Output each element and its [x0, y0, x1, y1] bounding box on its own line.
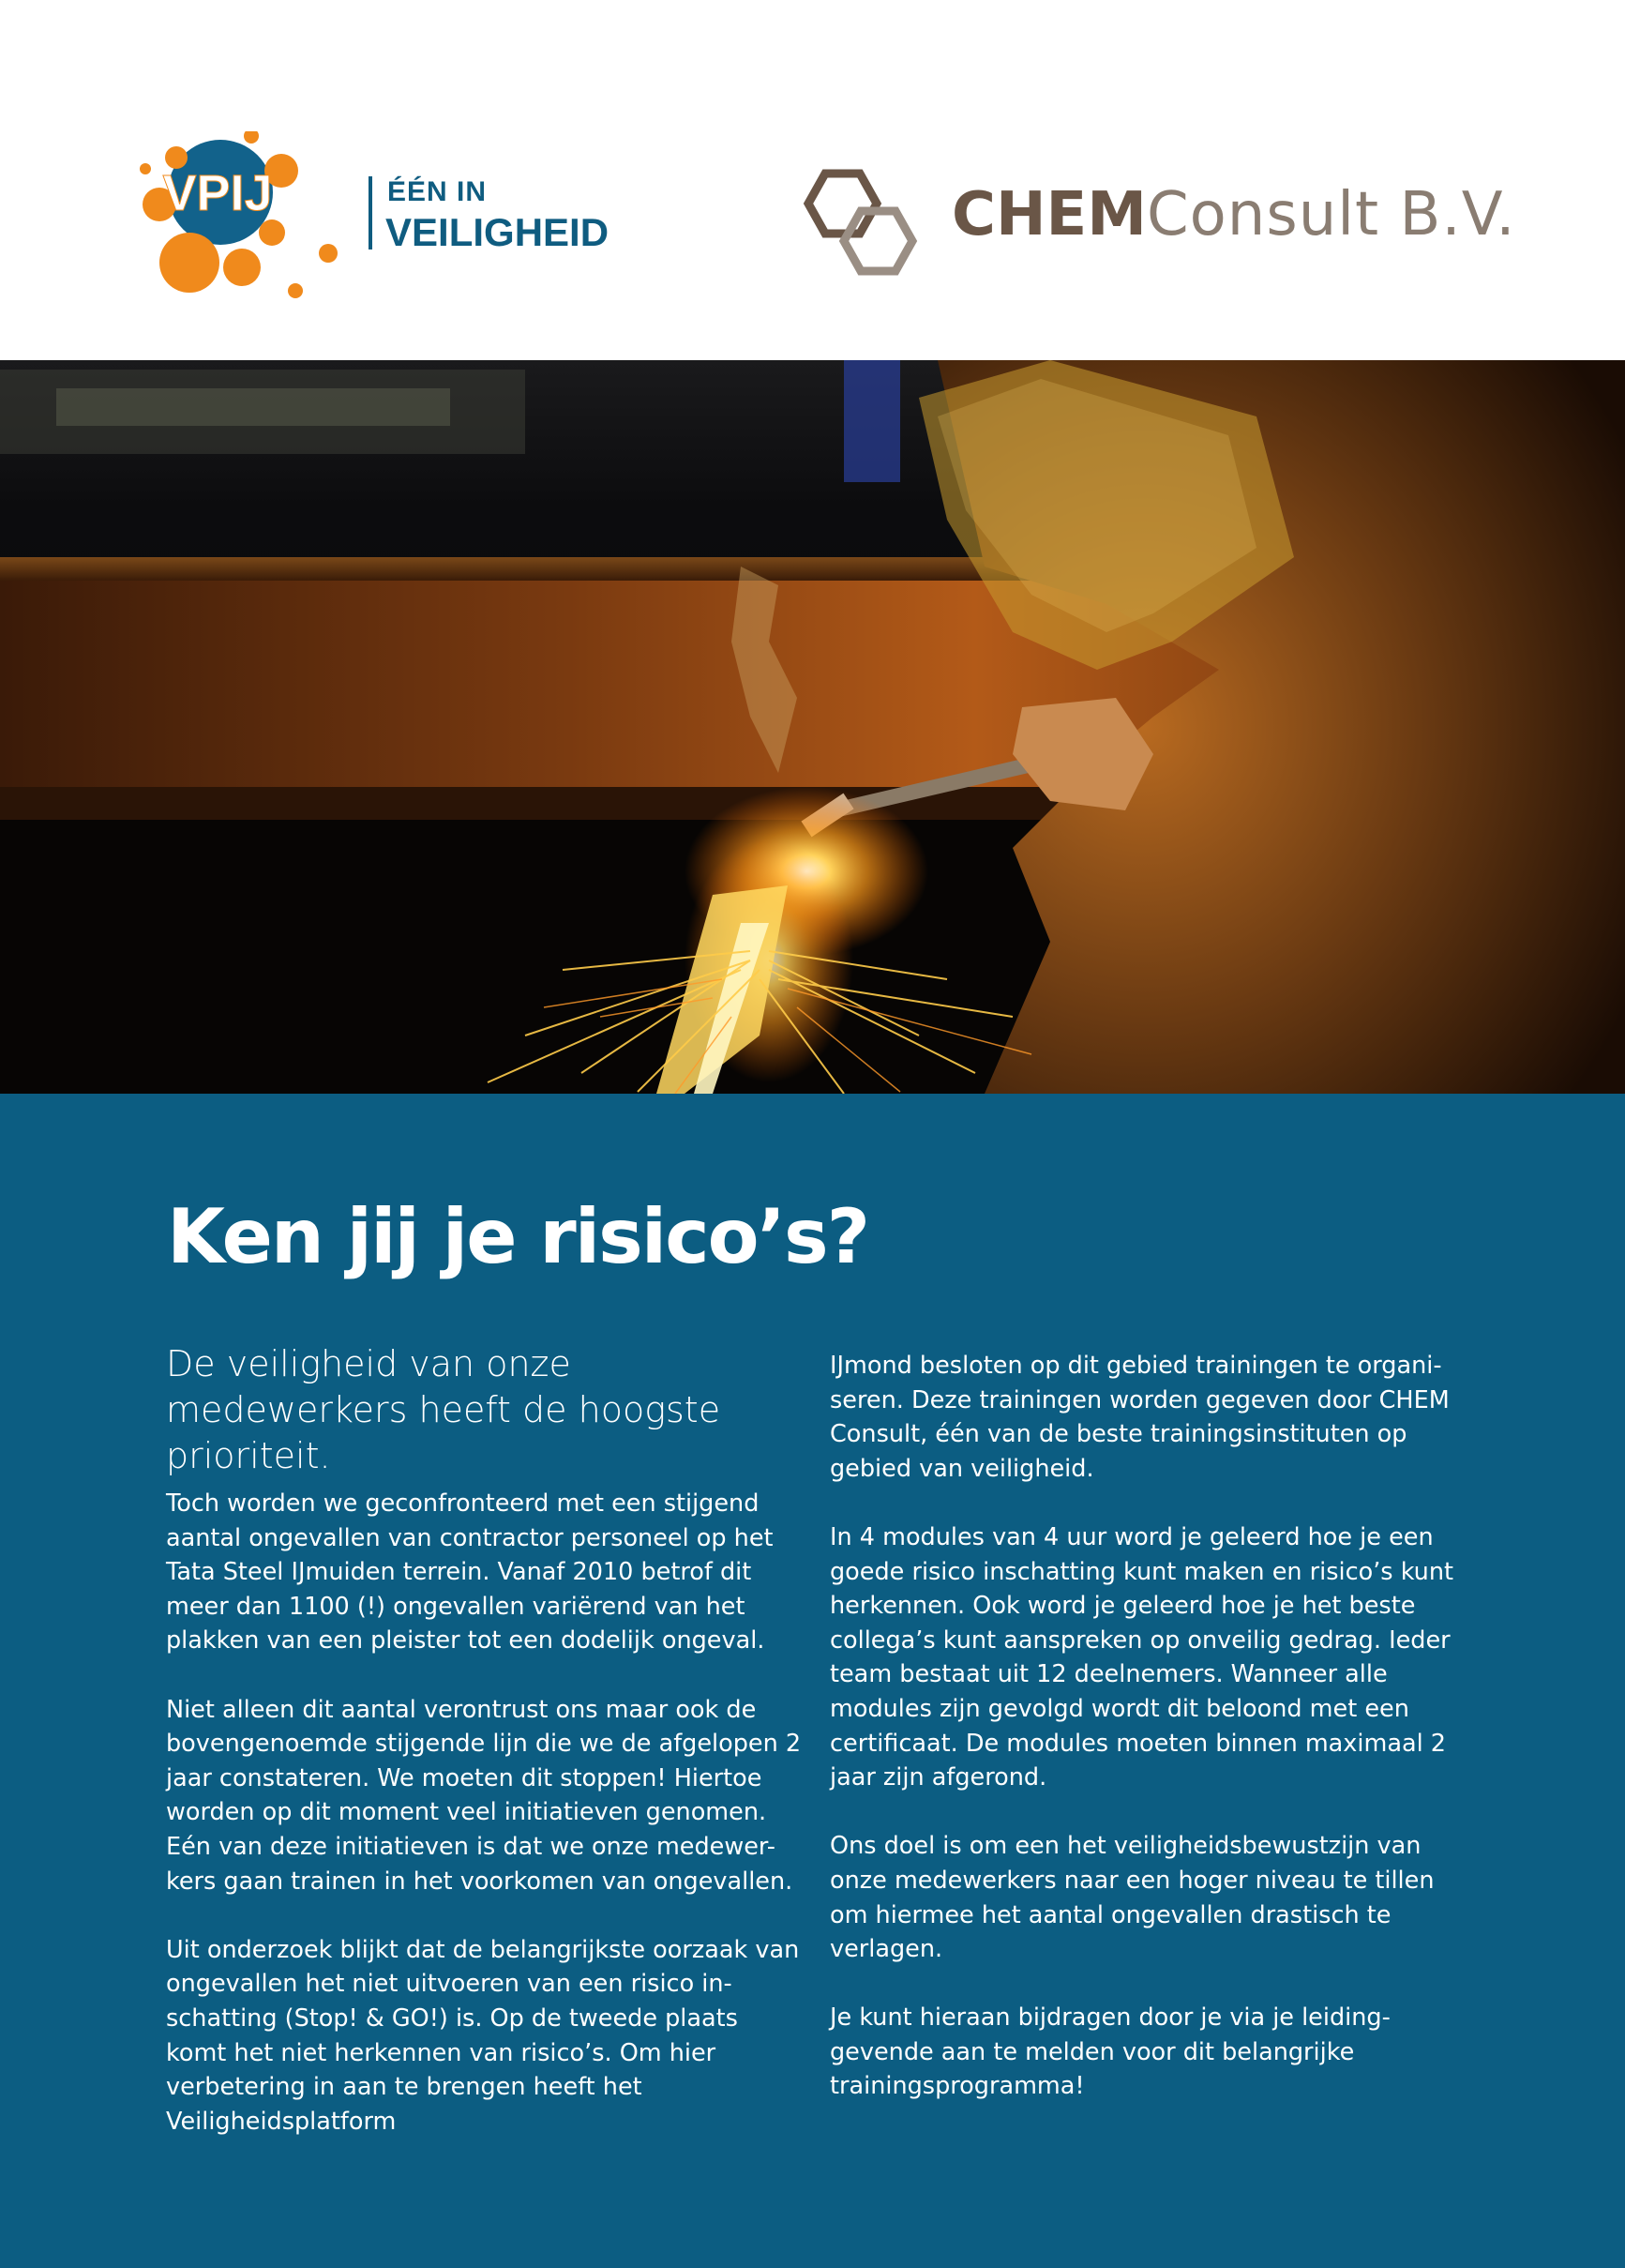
vpij-logo-text: VPIJ — [162, 165, 273, 221]
article-lead: De veiligheid van onze medewerkers heeft de hoogste prioriteit. — [166, 1343, 721, 1476]
chem-consult-hexagon-logo — [802, 164, 933, 286]
logo-header — [0, 0, 1625, 360]
body-paragraph: In 4 modules van 4 uur word je geleerd hoe je een goede risico inschatting kunt maken en risico’s kunt herkennen. Ook word je geleerd hoe je het beste collega’s kunt aanspreken op onveilig gedrag. Ieder team bestaat uit 12 deelnemers. Wanneer alle modules zijn gevolgd wordt dit beloond met een certificaat. De modules moeten binnen maximaal 2 jaar zijn afgerond. — [830, 1522, 1454, 1792]
chem-wordmark-bold: CHEM — [952, 180, 1147, 249]
chem-wordmark-light: Consult B.V. — [1146, 180, 1516, 249]
chem-consult-wordmark — [952, 180, 1516, 249]
body-paragraph: IJmond besloten op dit gebied trainingen te organi-seren. Deze trainingen worden gegeven door CHEM Consult, één van de beste trainingsinstituten op gebied van veiligheid. — [830, 1352, 1450, 1483]
body-paragraph: Toch worden we geconfronteerd met een stijgend aantal ongevallen van contractor personeel op het Tata Steel IJmuiden terrein. Vanaf 2010 betrof dit meer dan 1100 (!) ongevallen variërend van het plakken van een pleister tot een dodelijk ongeval. — [166, 1489, 774, 1656]
vpij-tagline-bottom: VEILIGHEID — [385, 210, 609, 254]
article-column-right — [830, 1349, 1467, 2139]
welding-photo — [0, 360, 1625, 1094]
vpij-divider — [369, 176, 372, 249]
body-paragraph: Ons doel is om een het veiligheidsbewustzijn van onze medewerkers naar een hoger niveau te tillen om hiermee het aantal ongevallen drastisch te verlagen. — [830, 1832, 1435, 1964]
vpij-logo — [131, 131, 356, 310]
article-column-left — [166, 1487, 804, 2173]
body-paragraph: Uit onderzoek blijkt dat de belangrijkste oorzaak van ongevallen het niet uitvoeren van een risico in-schatting (Stop! & GO!) is. Op de tweede plaats komt het niet herkennen van risico’s. Om hier verbetering in aan te brengen heeft het Veiligheidsplatform — [166, 1935, 800, 2136]
article-title: Ken jij je risico’s? — [167, 1193, 869, 1280]
vpij-tagline-top: ÉÉN IN — [387, 176, 488, 207]
body-paragraph: Je kunt hieraan bijdragen door je via je leiding-gevende aan te melden voor dit belangrijke trainingsprogramma! — [830, 2003, 1391, 2101]
body-paragraph: Niet alleen dit aantal verontrust ons maar ook de bovengenoemde stijgende lijn die we de afgelopen 2 jaar constateren. We moeten dit stoppen! Hiertoe worden op dit moment veel initiatieven genomen. Eén van deze initiatieven is dat we onze medewer-kers gaan trainen in het voorkomen van ongevallen. — [166, 1695, 802, 1896]
